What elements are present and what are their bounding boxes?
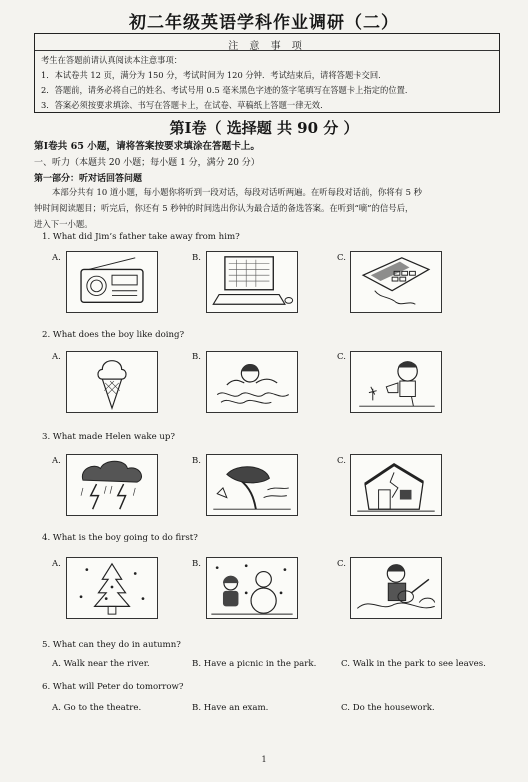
computer-icon (207, 252, 297, 312)
windy-tree-icon (207, 455, 297, 515)
christmas-tree-picture (66, 557, 158, 619)
thunderstorm-picture (66, 454, 158, 516)
q5-option-c: C. Walk in the park to see leaves. (341, 659, 486, 669)
q6-option-a: A. Go to the theatre. (52, 703, 142, 713)
q4-option-c-label: C. (337, 559, 346, 569)
q5-option-b: B. Have a picnic in the park. (192, 659, 317, 669)
question-4-text: 4. What is the boy going to do first? (42, 533, 198, 543)
section-listening-heading: 一、听力（本题共 20 小题；每小题 1 分，满分 20 分） (34, 158, 260, 168)
page-title: 初二年级英语学科作业调研（二） (129, 13, 399, 33)
swimming-picture (206, 351, 298, 413)
q6-option-c: C. Do the housework. (341, 703, 435, 713)
notice-item-1: 1．本试卷共 12 页，满分为 150 分，考试时间为 120 分钟．考试结束后，请将答题卡交回． (41, 70, 387, 80)
watering-boy-icon (351, 352, 441, 412)
telephone-picture (350, 251, 442, 313)
storm-cloud-icon (67, 455, 157, 515)
q3-option-a-label: A. (52, 456, 61, 466)
notice-item-3: 3．答案必须按要求填涂、书写在答题卡上，在试卷、草稿纸上答题一律无效． (41, 100, 329, 110)
question-6-text: 6. What will Peter do tomorrow? (42, 682, 184, 692)
notice-divider (35, 50, 499, 51)
computer-picture (206, 251, 298, 313)
ice-cream-picture (66, 351, 158, 413)
question-5-text: 5. What can they do in autumn? (42, 640, 181, 650)
snowman-icon (207, 558, 297, 618)
notice-heading: 注 意 事 项 (228, 41, 306, 52)
broken-house-icon (351, 455, 441, 515)
christmas-tree-icon (67, 558, 157, 618)
q2-option-b-label: B. (192, 352, 201, 362)
watering-flowers-picture (350, 351, 442, 413)
q3-option-b-label: B. (192, 456, 201, 466)
playing-guitar-picture (350, 557, 442, 619)
question-1-text: 1. What did Jim’s father take away from him? (42, 232, 240, 242)
part1-instruction-line-3: 进入下一小题。 (34, 219, 93, 229)
notice-item-2: 2．答题前，请务必将自己的姓名、考试号用 0.5 毫米黑色字迹的签字笔填写在答题卡上指定的位置． (41, 85, 414, 95)
volume-note: 第Ⅰ卷共 65 小题，请将答案按要求填涂在答题卡上。 (34, 141, 260, 152)
q1-option-b-label: B. (192, 253, 201, 263)
swimmer-icon (207, 352, 297, 412)
q3-option-c-label: C. (337, 456, 346, 466)
q2-option-c-label: C. (337, 352, 346, 362)
telephone-icon (351, 252, 441, 312)
q5-option-a: A. Walk near the river. (52, 659, 150, 669)
page-number: 1 (261, 755, 267, 764)
volume-title: 第Ⅰ卷（ 选择题 共 90 分 ） (169, 119, 359, 137)
notice-intro: 考生在答题前请认真阅读本注意事项： (41, 55, 183, 65)
part1-instruction-line-1: 本部分共有 10 道小题，每小题你将听到一段对话，每段对话听两遍。在听每段对话前，你将有 5 秒 (52, 187, 423, 197)
question-3-text: 3. What made Helen wake up? (42, 432, 176, 442)
snowman-picture (206, 557, 298, 619)
q4-option-b-label: B. (192, 559, 201, 569)
guitar-boy-icon (351, 558, 441, 618)
radio-icon (67, 252, 157, 312)
part1-title: 第一部分：听对话回答问题 (34, 174, 143, 184)
q6-option-b: B. Have an exam. (192, 703, 269, 713)
notice-box (34, 33, 500, 113)
q1-option-a-label: A. (52, 253, 61, 263)
wind-storm-picture (206, 454, 298, 516)
earthquake-picture (350, 454, 442, 516)
q4-option-a-label: A. (52, 559, 61, 569)
radio-picture (66, 251, 158, 313)
part1-instruction-line-2: 钟时间阅读题目；听完后，你还有 5 秒钟的时间选出你认为最合适的备选答案。在听到“嘀”的信号后， (34, 203, 414, 213)
q2-option-a-label: A. (52, 352, 61, 362)
question-2-text: 2. What does the boy like doing? (42, 330, 185, 340)
ice-cream-icon (67, 352, 157, 412)
q1-option-c-label: C. (337, 253, 346, 263)
